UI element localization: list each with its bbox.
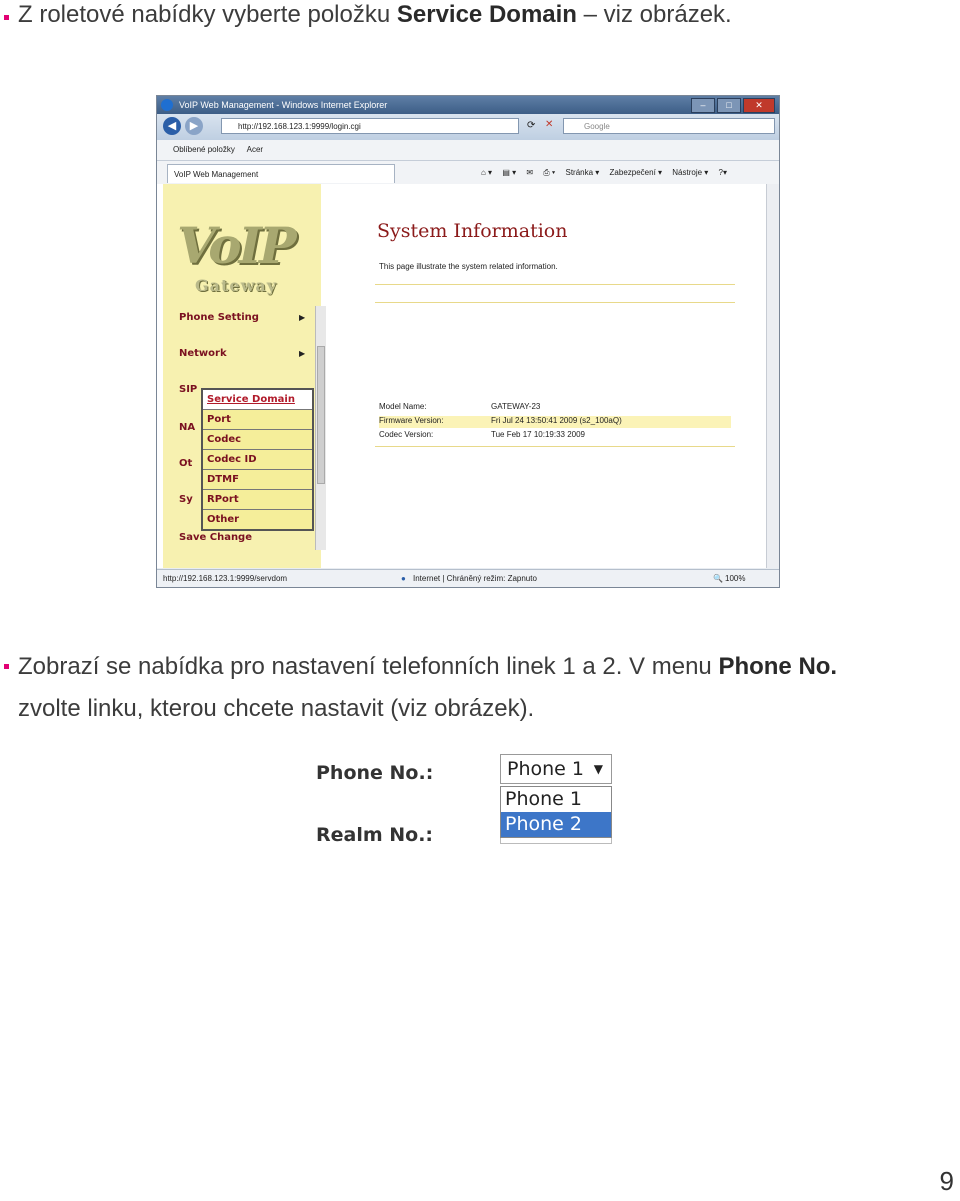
help-icon[interactable]: ?▾ (718, 168, 728, 177)
chevron-right-icon: ▶ (299, 313, 306, 322)
chevron-down-icon: ▼ (593, 762, 603, 776)
submenu-codec[interactable]: Codec (203, 430, 312, 450)
nav-phone-setting[interactable]: Phone Setting (179, 312, 259, 323)
para2-bold: Phone No. (718, 653, 838, 680)
dropdown-option[interactable]: Phone 1 (505, 788, 582, 810)
search-input[interactable]: Google (563, 118, 775, 134)
info-value: GATEWAY-23 (491, 402, 541, 411)
bullet-marker (4, 664, 9, 669)
page-menu[interactable]: Stránka ▾ (565, 168, 600, 177)
feeds-icon[interactable]: ▤ ▾ (502, 168, 517, 177)
para2-text: Zobrazí se nabídka pro nastavení telefonních linek 1 a 2. V menu (18, 653, 719, 680)
phone-no-select[interactable] (500, 754, 612, 784)
page-title: System Information (377, 220, 568, 242)
para1-bold: Service Domain (396, 1, 577, 28)
left-navigation (163, 184, 321, 568)
instruction-paragraph-1 (18, 0, 732, 36)
home-icon[interactable]: ⌂ ▾ (481, 168, 493, 177)
phone-select-screenshot (306, 748, 626, 858)
nav-scrollbar[interactable] (315, 306, 326, 550)
globe-icon: ● (401, 574, 406, 583)
vertical-scrollbar[interactable] (766, 184, 779, 568)
address-bar-row (157, 114, 779, 140)
chevron-right-icon: ▶ (299, 349, 306, 358)
window-title: VoIP Web Management - Windows Internet Explorer (179, 100, 388, 110)
stop-icon[interactable]: ✕ (545, 119, 554, 130)
status-zone: Internet | Chráněný režim: Zapnuto (413, 574, 537, 583)
nav-save-change[interactable]: Save Change (179, 532, 252, 543)
print-icon[interactable]: ⎙ ▾ (543, 168, 556, 177)
submenu-dtmf[interactable]: DTMF (203, 470, 312, 490)
instruction-paragraph-2-line1 (18, 646, 837, 688)
back-icon[interactable]: ◀ (163, 117, 181, 135)
phone-no-dropdown (500, 786, 612, 838)
browser-tab[interactable]: VoIP Web Management (167, 164, 395, 183)
info-row-firmware (379, 416, 731, 428)
divider (375, 284, 735, 285)
phone-no-selected: Phone 1 (507, 758, 584, 780)
address-input[interactable]: http://192.168.123.1:9999/login.cgi (221, 118, 519, 134)
submenu-service-domain[interactable]: Service Domain (203, 390, 312, 410)
status-url: http://192.168.123.1:9999/servdom (163, 574, 288, 583)
page-viewport (157, 184, 779, 568)
info-row-codec (379, 430, 731, 442)
status-zoom[interactable]: 100% (725, 574, 746, 583)
ie-icon (161, 99, 173, 111)
window-controls (691, 98, 775, 113)
dropdown-option-highlighted[interactable]: Phone 2 (501, 812, 611, 837)
tools-menu[interactable]: Nástroje ▾ (672, 168, 709, 177)
page-number: 9 (939, 1166, 954, 1196)
mail-icon[interactable]: ✉ (526, 168, 534, 177)
tab-bar (157, 161, 779, 186)
info-label: Firmware Version: (379, 416, 444, 425)
para1-text: Z roletové nabídky vyberte položku (18, 1, 397, 28)
submenu-codec-id[interactable]: Codec ID (203, 450, 312, 470)
forward-icon[interactable]: ▶ (185, 117, 203, 135)
submenu-other[interactable]: Other (207, 514, 240, 525)
nav-nat[interactable]: NA (179, 422, 196, 433)
nav-system[interactable]: Sy (179, 494, 193, 505)
browser-screenshot (156, 95, 780, 588)
info-value: Fri Jul 24 13:50:41 2009 (s2_100aQ) (491, 416, 622, 425)
nav-sip[interactable]: SIP (179, 384, 198, 395)
info-label: Model Name: (379, 402, 427, 411)
realm-no-label: Realm No.: (316, 824, 434, 846)
close-icon[interactable]: ✕ (743, 98, 775, 113)
nav-network[interactable]: Network (179, 348, 227, 359)
bullet-marker (4, 15, 9, 20)
minimize-icon[interactable]: – (691, 98, 715, 113)
favorites-bar (157, 140, 779, 161)
submenu-port[interactable]: Port (203, 410, 312, 430)
refresh-icon[interactable]: ⟳ (527, 120, 536, 131)
instruction-paragraph-2-line2 (18, 688, 534, 730)
para2-text-line2: zvolte linku, kterou chcete nastavit (viz obrázek). (18, 695, 535, 722)
status-bar (157, 569, 779, 587)
window-titlebar (157, 96, 779, 114)
realm-select-partial[interactable] (500, 838, 612, 844)
favorites-item[interactable]: Acer (246, 145, 264, 154)
info-row-model (379, 402, 731, 414)
gateway-logo-text: Gateway (195, 276, 278, 295)
info-value: Tue Feb 17 10:19:33 2009 (491, 430, 585, 439)
maximize-icon[interactable]: □ (717, 98, 741, 113)
sip-submenu (201, 388, 314, 531)
zoom-icon[interactable]: 🔍 (713, 574, 723, 583)
safety-menu[interactable]: Zabezpečení ▾ (609, 168, 663, 177)
para1-text-after: – viz obrázek. (576, 1, 732, 28)
page-description: This page illustrate the system related information. (379, 262, 558, 271)
command-bar (473, 161, 727, 185)
phone-no-label: Phone No.: (316, 762, 434, 784)
voip-logo: VoIP (177, 216, 294, 275)
nav-scrollbar-thumb[interactable] (317, 346, 325, 484)
favorites-item[interactable]: Oblíbené položky (173, 145, 235, 154)
info-label: Codec Version: (379, 430, 434, 439)
divider (375, 302, 735, 303)
divider (375, 446, 735, 447)
nav-other[interactable]: Ot (179, 458, 193, 469)
submenu-rport[interactable]: RPort (203, 490, 312, 510)
